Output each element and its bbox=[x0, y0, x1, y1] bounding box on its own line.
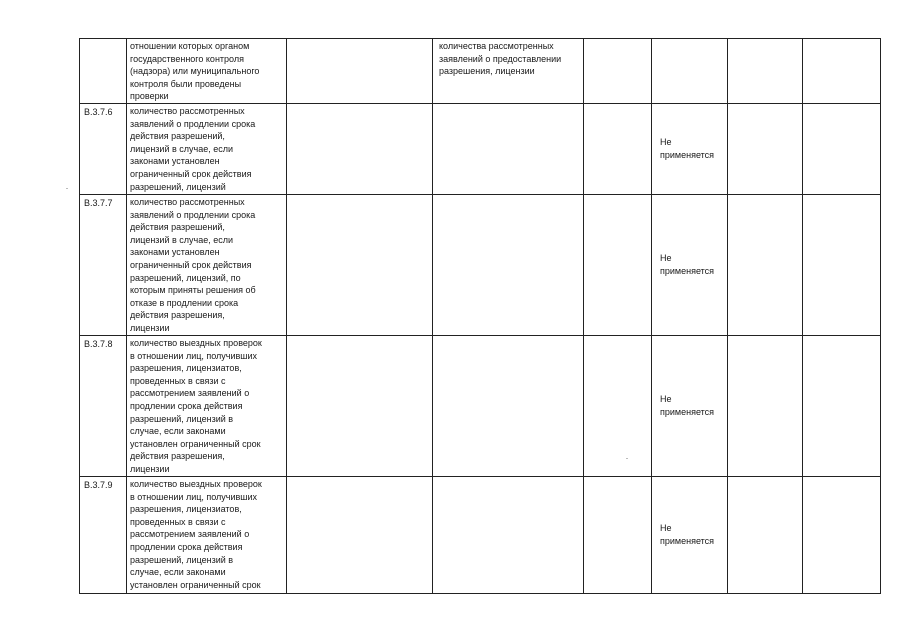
row-description: отношении которых органом государственного контроля (надзора) или муниципального контроля были проведены проверки bbox=[127, 39, 287, 104]
row-description: количество выездных проверок в отношении лиц, получивших разрешения, лицензиатов, проведенных в связи с рассмотрением заявлений о продлении срока действия разрешений, лицензий в случае, если законами установлен ограниченный срок действия разрешения, лицензии bbox=[127, 335, 287, 476]
empty-cell bbox=[728, 194, 803, 335]
empty-cell bbox=[728, 39, 803, 104]
row-description: количество выездных проверок в отношении лиц, получивших разрешения, лицензиатов, проведенных в связи с рассмотрением заявлений о продлении срока действия разрешений, лицензий в случае, если законами установлен ограниченный срок bbox=[127, 476, 287, 593]
row-status: Не применяется bbox=[652, 335, 728, 476]
empty-cell bbox=[728, 103, 803, 194]
row-col4-text bbox=[433, 335, 584, 476]
indicators-table bbox=[79, 38, 881, 594]
empty-cell bbox=[584, 476, 652, 593]
empty-cell bbox=[584, 103, 652, 194]
empty-cell bbox=[287, 194, 433, 335]
empty-cell bbox=[287, 476, 433, 593]
row-code: В.3.7.6 bbox=[80, 103, 127, 194]
empty-cell bbox=[803, 335, 881, 476]
empty-cell bbox=[803, 39, 881, 104]
empty-cell bbox=[728, 476, 803, 593]
scan-speck bbox=[66, 188, 68, 189]
row-col4-text: количества рассмотренных заявлений о предоставлении разрешения, лицензии bbox=[433, 39, 584, 104]
scan-speck bbox=[626, 458, 628, 459]
table-row bbox=[80, 39, 881, 104]
empty-cell bbox=[584, 335, 652, 476]
empty-cell bbox=[287, 39, 433, 104]
row-col4-text bbox=[433, 194, 584, 335]
empty-cell bbox=[803, 476, 881, 593]
row-description: количество рассмотренных заявлений о продлении срока действия разрешений, лицензий в случае, если законами установлен ограниченный срок действия разрешений, лицензий bbox=[127, 103, 287, 194]
empty-cell bbox=[287, 103, 433, 194]
row-code: В.3.7.7 bbox=[80, 194, 127, 335]
table-row bbox=[80, 194, 881, 335]
empty-cell bbox=[287, 335, 433, 476]
row-col4-text bbox=[433, 476, 584, 593]
row-code bbox=[80, 39, 127, 104]
empty-cell bbox=[584, 194, 652, 335]
row-col4-text bbox=[433, 103, 584, 194]
row-status: Не применяется bbox=[652, 476, 728, 593]
table-row bbox=[80, 476, 881, 593]
row-status: Не применяется bbox=[652, 194, 728, 335]
row-status bbox=[652, 39, 728, 104]
row-code: В.3.7.8 bbox=[80, 335, 127, 476]
row-code: В.3.7.9 bbox=[80, 476, 127, 593]
row-description: количество рассмотренных заявлений о продлении срока действия разрешений, лицензий в случае, если законами установлен ограниченный срок действия разрешений, лицензий, по которым приняты решения об отказе в продлении срока действия разрешения, лицензии bbox=[127, 194, 287, 335]
table-row bbox=[80, 103, 881, 194]
empty-cell bbox=[584, 39, 652, 104]
table-row bbox=[80, 335, 881, 476]
empty-cell bbox=[803, 103, 881, 194]
row-status: Не применяется bbox=[652, 103, 728, 194]
empty-cell bbox=[803, 194, 881, 335]
empty-cell bbox=[728, 335, 803, 476]
